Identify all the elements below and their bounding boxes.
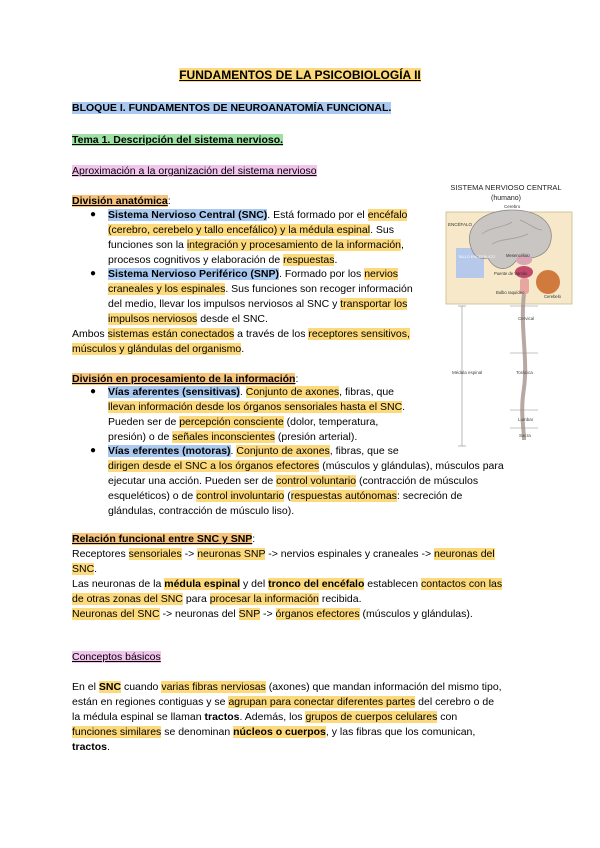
rel-highlight-neuronas-snp: neuronas SNP bbox=[197, 548, 266, 560]
aff-text-3b: (dolor, temperatura, bbox=[283, 416, 379, 428]
rel-line-1 bbox=[72, 547, 495, 562]
section-heading-concepts-text: Conceptos básicos bbox=[72, 651, 161, 663]
snp-highlight-transportar: transportar los bbox=[340, 298, 408, 310]
eff-line-1 bbox=[108, 444, 399, 459]
eff-name: Vías eferentes (motoras) bbox=[108, 445, 231, 457]
con-highlight-nucleos: núcleos o cuerpos bbox=[233, 726, 326, 738]
snp-text-2: . Sus funciones son recoger información bbox=[225, 283, 413, 295]
con-highlight-agrupan: agrupan para conectar diferentes partes bbox=[228, 696, 416, 708]
figure-title-1: SISTEMA NERVIOSO CENTRAL bbox=[450, 183, 562, 192]
rel-text-5c: -> bbox=[260, 608, 276, 620]
rel-highlight-contactos: contactos con las bbox=[421, 578, 503, 590]
snp-highlight-impulsos: impulsos nerviosos bbox=[108, 313, 198, 325]
rel-text-1a: Receptores bbox=[72, 548, 129, 560]
rel-highlight-neuronas-del: neuronas del bbox=[434, 548, 495, 560]
aff-line-4 bbox=[108, 430, 357, 445]
eff-highlight-involuntary: control involuntario bbox=[196, 490, 285, 502]
rel-text-3b: y del bbox=[240, 578, 269, 590]
con-text-3b: . Además, los bbox=[239, 711, 306, 723]
aff-highlight-info: llevan información desde los órganos sensoriales hasta el SNC bbox=[108, 401, 403, 413]
con-bold-tractos-2: tractos bbox=[72, 741, 108, 753]
label-cervical: Cervical bbox=[518, 316, 535, 321]
aff-line-3 bbox=[108, 415, 378, 430]
con-text-1b: cuando bbox=[121, 681, 162, 693]
snp-line-1 bbox=[108, 267, 398, 282]
relation-heading bbox=[72, 532, 255, 547]
rel-highlight-sensoriales: sensoriales bbox=[128, 548, 182, 560]
cns-illustration bbox=[432, 178, 580, 450]
snc-line-4 bbox=[108, 253, 337, 268]
con-text-1a: En el bbox=[72, 681, 99, 693]
snp-text-4b: desde el SNC. bbox=[197, 313, 268, 325]
snc-highlight-integration: integración y procesamiento de la información bbox=[186, 239, 402, 251]
snc-text-1: . Está formado por el bbox=[267, 209, 368, 221]
con-line-3 bbox=[72, 710, 457, 725]
con-text-3c: con bbox=[437, 711, 458, 723]
rel-text-1c: -> nervios espinales y craneales -> bbox=[265, 548, 434, 560]
con-text-1c: (axones) que mandan información del mismo tipo, bbox=[265, 681, 502, 693]
con-highlight-fibras: varias fibras nerviosas bbox=[161, 681, 266, 693]
aff-highlight-conscious: percepción consciente bbox=[179, 416, 284, 428]
label-puente: Puente de Varolio bbox=[494, 271, 527, 276]
con-text-4b: se denominan bbox=[161, 726, 234, 738]
eff-highlight-direction: dirigen desde el SNC a los órganos efectores bbox=[108, 460, 320, 472]
section-heading-concepts bbox=[72, 650, 161, 665]
anatomical-division-colon: : bbox=[167, 195, 171, 207]
con-text-5b: . bbox=[107, 741, 110, 753]
rel-line-3 bbox=[72, 577, 502, 592]
anatomical-division-heading bbox=[72, 194, 171, 209]
con-highlight-snc: SNC bbox=[98, 681, 122, 693]
ambos-highlight-receptors: receptores sensitivos, bbox=[308, 328, 410, 340]
label-sacra: Sacra bbox=[519, 433, 531, 438]
eff-text-1: . bbox=[230, 445, 237, 457]
ambos-highlight-connected: sistemas están conectados bbox=[107, 328, 235, 340]
bullet-icon: ● bbox=[90, 209, 97, 220]
block-heading-text: BLOQUE I. FUNDAMENTOS DE NEUROANATOMÍA FUNCIONAL. bbox=[72, 102, 392, 114]
bullet-icon: ● bbox=[90, 268, 97, 279]
eff-line-5 bbox=[108, 504, 294, 519]
topic-heading-text: Tema 1. Descripción del sistema nervioso. bbox=[72, 134, 284, 146]
label-bulbo: Bulbo raquídeo bbox=[496, 290, 525, 295]
snp-highlight-craneales: craneales y los espinales bbox=[108, 283, 226, 295]
label-tallo: TALLO ENCEFÁLICO bbox=[458, 255, 496, 259]
aff-name: Vías aferentes (sensitivas) bbox=[108, 386, 240, 398]
processing-division-label: División en procesamiento de la información bbox=[72, 373, 296, 385]
rel-text-3c: establecen bbox=[364, 578, 422, 590]
eff-line-2 bbox=[108, 459, 504, 474]
bullet-icon: ● bbox=[90, 445, 97, 456]
aff-text-3a: Pueden ser de bbox=[108, 416, 180, 428]
label-mesencefalo: Mesencéfalo bbox=[506, 253, 530, 258]
aff-text-1: . bbox=[239, 386, 246, 398]
snc-text-3a: funciones son la bbox=[108, 239, 187, 251]
snp-line-2 bbox=[108, 282, 413, 297]
snc-highlight-respuestas: respuestas bbox=[283, 254, 335, 266]
label-encefalo: ENCÉFALO bbox=[448, 222, 473, 227]
con-line-4 bbox=[72, 725, 475, 740]
rel-text-5b: -> neuronas del bbox=[159, 608, 239, 620]
bullet-icon: ● bbox=[90, 386, 97, 397]
ambos-text-a: Ambos bbox=[72, 328, 108, 340]
eff-text-2: , fibras, que se bbox=[329, 445, 399, 457]
con-text-2a: están en regiones contiguas y se bbox=[72, 696, 229, 708]
rel-line-5 bbox=[72, 607, 473, 622]
snp-name: Sistema Nervioso Periférico (SNP) bbox=[108, 268, 279, 280]
snc-highlight-parts: (cerebro, cerebelo y tallo encefálico) y la médula espinal bbox=[108, 224, 371, 236]
anatomical-division-label: División anatómica bbox=[72, 195, 168, 207]
section-heading-organization bbox=[72, 164, 317, 179]
ambos-line-2 bbox=[72, 342, 244, 357]
snc-text-3b: , bbox=[401, 239, 404, 251]
con-highlight-grupos: grupos de cuerpos celulares bbox=[305, 711, 438, 723]
rel-text-4c: recibida. bbox=[318, 593, 362, 605]
aff-text-2: , fibras, que bbox=[339, 386, 395, 398]
snc-text-4a: procesos cognitivos y elaboración de bbox=[108, 254, 284, 266]
snp-line-4 bbox=[108, 312, 268, 327]
con-text-4c: , y las fibras que los comunican, bbox=[325, 726, 476, 738]
rel-highlight-medula: médula espinal bbox=[164, 578, 241, 590]
cerebellum-shape bbox=[536, 270, 560, 294]
eff-text-3b: (contracción de músculos bbox=[356, 475, 479, 487]
con-line-5 bbox=[72, 740, 110, 755]
relation-colon: : bbox=[252, 533, 256, 545]
aff-text-4a: presión) o de bbox=[108, 431, 173, 443]
eff-highlight-autonomic: respuestas autónomas bbox=[290, 490, 397, 502]
snc-line-3 bbox=[108, 238, 404, 253]
rel-highlight-procesar: procesar la información bbox=[209, 593, 319, 605]
figure-title-2: (humano) bbox=[491, 195, 521, 202]
snp-line-3 bbox=[108, 297, 407, 312]
con-text-3a: la médula espinal se llaman bbox=[72, 711, 205, 723]
ambos-text-b: a través de los bbox=[234, 328, 309, 340]
snc-line-2 bbox=[108, 223, 394, 238]
rel-text-5d: (músculos y glándulas). bbox=[359, 608, 473, 620]
snc-line-1 bbox=[108, 208, 407, 223]
eff-highlight-axones: Conjunto de axones bbox=[236, 445, 330, 457]
snc-text-4b: . bbox=[334, 254, 338, 266]
label-toracica: Torácica bbox=[516, 370, 533, 375]
document-title bbox=[0, 68, 600, 83]
eff-text-4a: esqueléticos) o de bbox=[108, 490, 197, 502]
aff-highlight-unconscious: señales inconscientes bbox=[172, 431, 275, 443]
rel-highlight-snc: SNC bbox=[72, 563, 95, 575]
block-heading bbox=[72, 101, 391, 116]
rel-text-1b: -> bbox=[181, 548, 198, 560]
eff-text-3: (músculos y glándulas), músculos para bbox=[319, 460, 504, 472]
label-cerebelo: Cerebelo bbox=[544, 294, 561, 299]
rel-highlight-otras-zonas: de otras zonas del SNC bbox=[72, 593, 183, 605]
label-medula: Médula espinal bbox=[452, 370, 483, 375]
rel-text-3a: Las neuronas de la bbox=[72, 578, 165, 590]
eff-text-3a: ejecutar una acción. Pueden ser de bbox=[108, 475, 277, 487]
con-bold-tractos: tractos bbox=[204, 711, 240, 723]
con-highlight-funciones: funciones similares bbox=[72, 726, 162, 738]
ambos-line-1 bbox=[72, 327, 410, 342]
topic-heading bbox=[72, 133, 283, 148]
eff-highlight-voluntary: control voluntario bbox=[276, 475, 357, 487]
section-heading-organization-text: Aproximación a la organización del sistema nervioso bbox=[72, 165, 317, 177]
aff-text-3: . bbox=[402, 401, 406, 413]
cns-figure bbox=[432, 178, 580, 450]
label-cerebro: Cerebro bbox=[504, 204, 521, 209]
rel-highlight-snp: SNP bbox=[238, 608, 261, 620]
snc-text-2: . Sus bbox=[370, 224, 394, 236]
rel-line-4 bbox=[72, 592, 362, 607]
con-line-1 bbox=[72, 680, 502, 695]
relation-label: Relación funcional entre SNC y SNP bbox=[72, 533, 253, 545]
eff-text-4c: : secreción de bbox=[396, 490, 463, 502]
snp-text-3a: del medio, llevar los impulsos nerviosos al SNC y bbox=[108, 298, 341, 310]
aff-line-2 bbox=[108, 400, 405, 415]
eff-line-4 bbox=[108, 489, 462, 504]
snp-highlight-nervios: nervios bbox=[364, 268, 399, 280]
ambos-text-c: . bbox=[241, 343, 245, 355]
label-lumbar: Lumbar bbox=[518, 417, 534, 422]
rel-highlight-tronco: tronco del encéfalo bbox=[268, 578, 365, 590]
aff-highlight-axones: Conjunto de axones bbox=[245, 386, 340, 398]
processing-division-colon: : bbox=[295, 373, 299, 385]
snp-text-1: . Formado por los bbox=[278, 268, 365, 280]
eff-text-5: glándulas, contracción de músculo liso). bbox=[108, 505, 295, 517]
eff-text-4b: ( bbox=[284, 490, 291, 502]
con-line-2 bbox=[72, 695, 494, 710]
snc-name: Sistema Nervioso Central (SNC) bbox=[108, 209, 268, 221]
rel-line-2 bbox=[72, 562, 97, 577]
document-title-text: FUNDAMENTOS DE LA PSICOBIOLOGÍA II bbox=[179, 68, 421, 82]
snc-highlight-encefalo: encéfalo bbox=[367, 209, 408, 221]
aff-line-1 bbox=[108, 385, 394, 400]
eff-line-3 bbox=[108, 474, 478, 489]
rel-text-2b: . bbox=[94, 563, 98, 575]
rel-highlight-neuronas-snc: Neuronas del SNC bbox=[72, 608, 160, 620]
rel-highlight-efectores: órganos efectores bbox=[275, 608, 360, 620]
rel-text-4b: para bbox=[182, 593, 210, 605]
con-text-2b: del cerebro o de bbox=[415, 696, 495, 708]
ambos-highlight-muscles: músculos y glándulas del organismo bbox=[72, 343, 242, 355]
aff-text-4b: (presión arterial). bbox=[274, 431, 358, 443]
